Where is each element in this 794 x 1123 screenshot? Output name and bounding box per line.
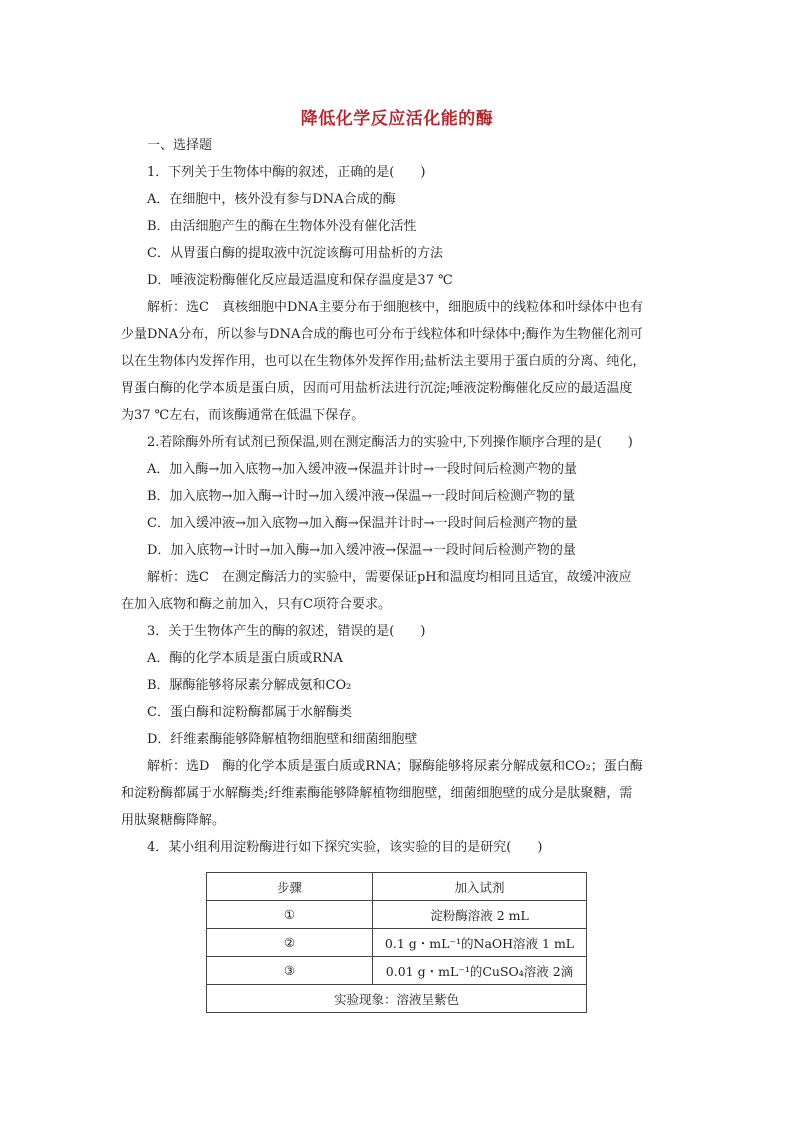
table-cell-step: ② [207, 929, 373, 957]
question-3-analysis: 解析：选D 酶的化学本质是蛋白质或RNA；脲酶能够将尿素分解成氨和CO₂；蛋白酶 [147, 759, 643, 774]
question-3-option-a: A．酶的化学本质是蛋白质或RNA [147, 651, 343, 666]
table-footer-cell: 实验现象：溶液呈紫色 [207, 985, 587, 1013]
table-cell-reagent: 0.1 g・mL⁻¹的NaOH溶液 1 mL [373, 929, 587, 957]
question-2-stem: 2.若除酶外所有试剂已预保温,则在测定酶活力的实验中,下列操作顺序合理的是( ) [147, 435, 633, 450]
question-2-option-d: D．加入底物→计时→加入酶→加入缓冲液→保温→一段时间后检测产物的量 [147, 543, 576, 558]
question-1-stem: 1．下列关于生物体中酶的叙述，正确的是( ) [147, 165, 426, 180]
question-1-option-d: D．唾液淀粉酶催化反应最适温度和保存温度是37 ℃ [147, 273, 453, 288]
question-2-option-a: A．加入酶→加入底物→加入缓冲液→保温并计时→一段时间后检测产物的量 [147, 462, 577, 477]
table-header-cell: 步骤 [207, 873, 373, 901]
table-header-row [207, 873, 587, 901]
question-2-analysis: 在加入底物和酶之前加入，只有C项符合要求。 [121, 597, 391, 612]
question-1-analysis: 解析：选C 真核细胞中DNA主要分布于细胞核中，细胞质中的线粒体和叶绿体中也有 [147, 300, 644, 315]
question-1-analysis: 为37 ℃左右，而该酶通常在低温下保存。 [121, 408, 365, 423]
question-1-option-b: B．由活细胞产生的酶在生物体外没有催化活性 [147, 219, 417, 234]
question-4-stem: 4．某小组利用淀粉酶进行如下探究实验，该实验的目的是研究( ) [147, 840, 543, 855]
question-2-option-b: B．加入底物→加入酶→计时→加入缓冲液→保温→一段时间后检测产物的量 [147, 489, 576, 504]
question-2-option-c: C．加入缓冲液→加入底物→加入酶→保温并计时→一段时间后检测产物的量 [147, 516, 578, 531]
question-2-analysis: 解析：选C 在测定酶活力的实验中，需要保证pH和温度均相同且适宜，故缓冲液应 [147, 570, 632, 585]
table-row [207, 929, 587, 957]
table-row [207, 957, 587, 985]
table-cell-step: ① [207, 901, 373, 929]
question-3-analysis: 用肽聚糖酶降解。 [121, 813, 226, 828]
document-body [121, 132, 677, 861]
question-3-option-d: D．纤维素酶能够降解植物细胞壁和细菌细胞壁 [147, 732, 418, 747]
table-cell-reagent: 淀粉酶溶液 2 mL [373, 901, 587, 929]
table-row [207, 901, 587, 929]
question-3-option-b: B．脲酶能够将尿素分解成氨和CO₂ [147, 678, 352, 693]
question-1-analysis: 以在生物体内发挥作用，也可以在生物体外发挥作用;盐析法主要用于蛋白质的分离、纯化， [121, 354, 646, 369]
section-heading: 一、选择题 [147, 138, 213, 153]
question-3-analysis: 和淀粉酶都属于水解酶类;纤维素酶能够降解植物细胞壁，细菌细胞壁的成分是肽聚糖，需 [121, 786, 633, 801]
question-1-analysis: 胃蛋白酶的化学本质是蛋白质，因而可用盐析法进行沉淀;唾液淀粉酶催化反应的最适温度 [121, 381, 633, 396]
table-cell-reagent: 0.01 g・mL⁻¹的CuSO₄溶液 2滴 [373, 957, 587, 985]
question-1-option-c: C．从胃蛋白酶的提取液中沉淀该酶可用盐析的方法 [147, 246, 443, 261]
experiment-table [206, 872, 587, 1013]
page-title: 降低化学反应活化能的酶 [300, 109, 494, 129]
table-header-cell: 加入试剂 [373, 873, 587, 901]
question-1-analysis: 少量DNA分布，所以参与DNA合成的酶也可分布于线粒体和叶绿体中;酶作为生物催化剂可 [121, 327, 643, 342]
question-3-option-c: C．蛋白酶和淀粉酶都属于水解酶类 [147, 705, 352, 720]
table-footer-row [207, 985, 587, 1013]
table-cell-step: ③ [207, 957, 373, 985]
question-3-stem: 3．关于生物体产生的酶的叙述，错误的是( ) [147, 624, 426, 639]
question-1-option-a: A．在细胞中，核外没有参与DNA合成的酶 [147, 192, 396, 207]
